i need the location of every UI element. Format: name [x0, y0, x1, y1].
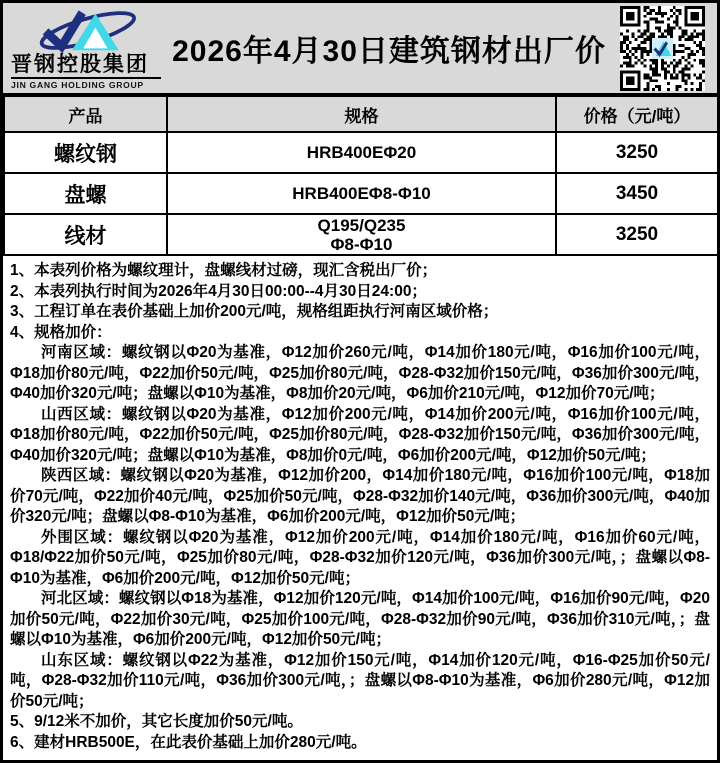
- note-line: 5、9/12米不加价，其它长度加价50元/吨。: [10, 713, 303, 730]
- price-table-header-row: [4, 96, 718, 132]
- header-band: [3, 3, 717, 95]
- note-region-line: 山东区域：螺纹钢以Φ22为基准，Φ12加价150元/吨，Φ14加价120元/吨，Φ16-Φ25加价50元/吨，Φ28-Φ32加价110元/吨，Φ36加价300元/吨，；盘螺以Φ8-Φ10为基准，Φ6加价280元/吨，Φ12加价50元/吨；: [10, 651, 710, 710]
- price-table: [3, 95, 719, 256]
- product-cell: 盘螺: [4, 173, 167, 214]
- spec-line: HRB400EΦ8-Φ10: [292, 184, 431, 203]
- price-table-row: [4, 173, 718, 214]
- spec-cell: [167, 173, 556, 214]
- col-header-product: 产品: [4, 96, 167, 132]
- note-line: 6、建材HRB500E，在此表价基础上加价280元/吨。: [10, 733, 367, 751]
- qr-code: [619, 6, 706, 91]
- page-title: 2026年4月30日建筑钢材出厂价: [172, 35, 606, 68]
- note-region-line: 外围区域：螺纹钢以Φ20为基准，Φ12加价200元/吨，Φ14加价180元/吨，Φ16加价60元/吨，Φ18/Φ22加价50元/吨，Φ25加价80元/吨，Φ28-Φ32加价120元/吨，Φ36加价300元/吨，；盘螺以Φ8-Φ10为基准，Φ6加价200元/吨，Φ12加价50元/吨；: [10, 528, 710, 587]
- product-cell: 螺纹钢: [4, 132, 167, 173]
- price-cell: 3250: [556, 214, 718, 255]
- col-header-spec: 规格: [167, 96, 556, 132]
- note-region-line: 河北区域：螺纹钢以Φ18为基准，Φ12加价120元/吨，Φ14加价100元/吨，Φ16加价90元/吨，Φ20加价50元/吨，Φ22加价30元/吨，Φ25加价100元/吨，Φ28-Φ32加价90元/吨，Φ36加价310元/吨，；盘螺以Φ10为基准，Φ6加价200元/吨，Φ12加价50元/吨；: [10, 590, 710, 648]
- qr-block: [613, 3, 717, 93]
- note-line: 1、本表列价格为螺纹理计，盘螺线材过磅，现汇含税出厂价；: [10, 262, 438, 279]
- note-region-line: 河南区域：螺纹钢以Φ20为基准，Φ12加价260元/吨，Φ14加价180元/吨，Φ16加价100元/吨，Φ18加价80元/吨，Φ22加价50元/吨，Φ25加价80元/吨，Φ28-Φ32加价150元/吨，Φ36加价300元/吨，Φ40加价320元/吨；盘螺以Φ10为基准，Φ8加价20元/吨，Φ6加价210元/吨，Φ12加价70元/吨；: [10, 344, 710, 402]
- company-logo-icon: [11, 7, 161, 54]
- price-table-row: [4, 214, 718, 255]
- spec-line: Φ8-Φ10: [330, 234, 393, 254]
- spec-cell: [167, 132, 556, 173]
- price-cell: 3450: [556, 173, 718, 214]
- note-line: 4、规格加价：: [10, 323, 112, 341]
- note-line: 3、工程订单在表价基础上加价200元/吨，规格组距执行河南区域价格；: [10, 303, 499, 320]
- note-region-line: 陕西区域：螺纹钢以Φ20为基准，Φ12加价200，Φ14加价180元/吨，Φ16加价100元/吨，Φ18加价70元/吨，Φ22加价40元/吨，Φ25加价50元/吨，Φ28-Φ32加价140元/吨，Φ36加价300元/吨，Φ40加价320元/吨；盘螺以Φ8-Φ10为基准，Φ6加价200元/吨，Φ12加价50元/吨；: [10, 467, 710, 525]
- company-name-cn: 晋钢控股集团: [11, 54, 161, 79]
- spec-line: Q195/Q235: [317, 215, 406, 235]
- company-logo: [3, 3, 165, 93]
- col-header-price: 价格（元/吨）: [556, 96, 718, 132]
- title-block: [165, 3, 613, 93]
- company-name-en: JIN GANG HOLDING GROUP: [11, 80, 144, 90]
- price-cell: 3250: [556, 132, 718, 173]
- note-region-line: 山西区域：螺纹钢以Φ20为基准，Φ12加价200元/吨，Φ14加价200元/吨，Φ16加价100元/吨，Φ18加价80元/吨，Φ22加价50元/吨，Φ25加价80元/吨，Φ28-Φ32加价150元/吨，Φ36加价300元/吨，Φ40加价320元/吨；盘螺以Φ10为基准，Φ8加价0元/吨，Φ6加价200元/吨，Φ12加价50元/吨；: [10, 405, 710, 464]
- product-cell: 线材: [4, 214, 167, 255]
- spec-line: HRB400EΦ20: [306, 143, 417, 162]
- notes-section: [3, 256, 717, 753]
- note-line: 2、本表列执行时间为2026年4月30日00:00--4月30日24:00；: [10, 282, 427, 300]
- price-table-row: [4, 132, 718, 173]
- spec-cell: [167, 214, 556, 255]
